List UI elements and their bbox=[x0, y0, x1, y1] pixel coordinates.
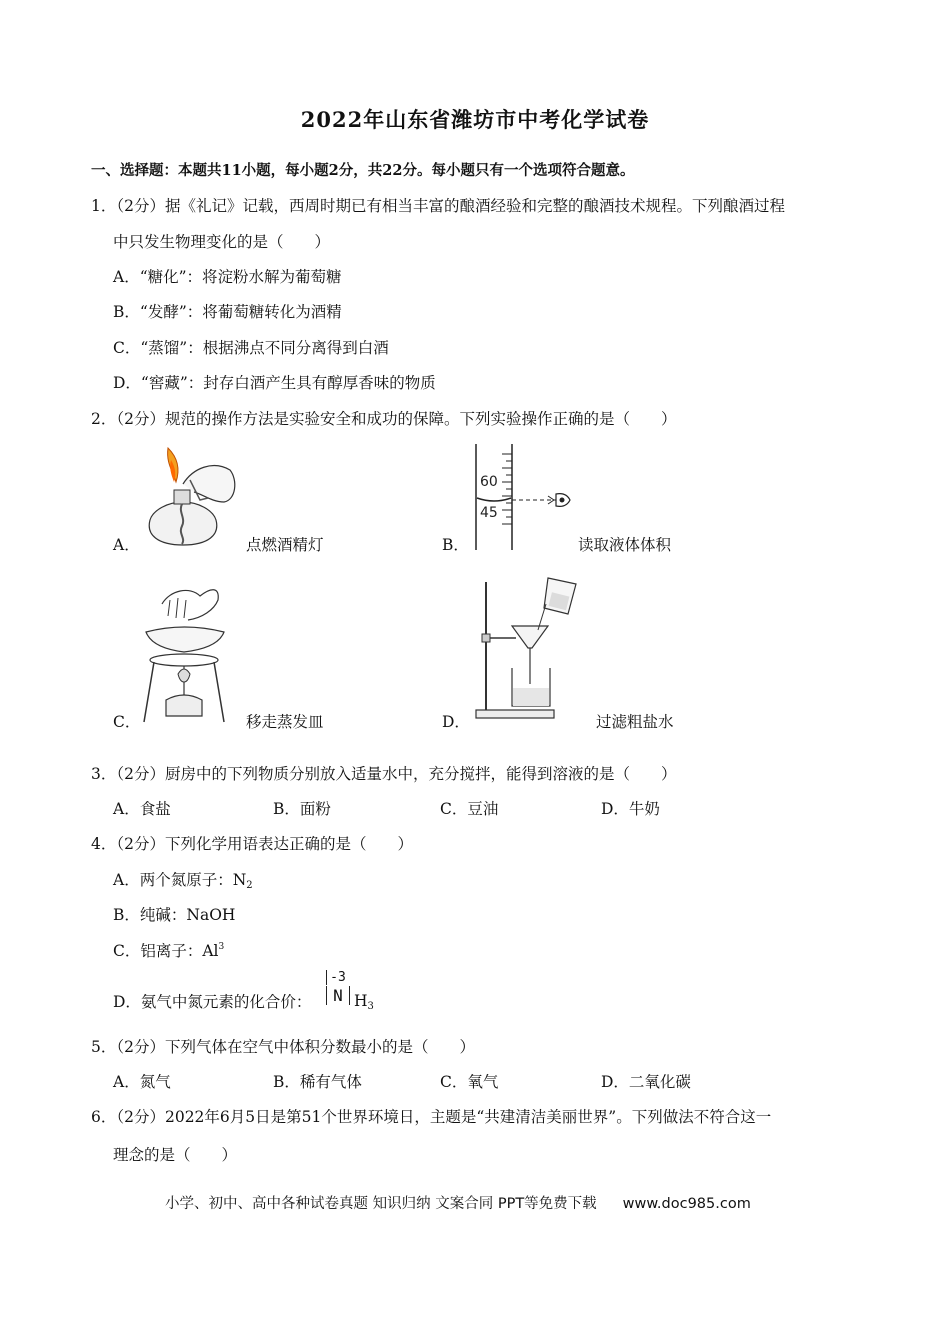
q2-option-b-caption: 读取液体体积 bbox=[578, 536, 672, 554]
valence-element: N bbox=[326, 986, 350, 1005]
q1-option-b: B．“发酵”：将葡萄糖转化为酒精 bbox=[113, 303, 342, 321]
q2-stem: 2．（2分）规范的操作方法是实验安全和成功的保障。下列实验操作正确的是（ ） bbox=[91, 410, 677, 428]
q5-option-d: D．二氧化碳 bbox=[601, 1073, 691, 1091]
q1-option-c: C．“蒸馏”：根据沸点不同分离得到白酒 bbox=[113, 339, 389, 357]
q5-stem: 5．（2分）下列气体在空气中体积分数最小的是（ ） bbox=[91, 1038, 475, 1056]
measuring-cylinder-figure bbox=[470, 444, 580, 550]
q2-option-a-caption: 点燃酒精灯 bbox=[246, 536, 324, 554]
footer-text: 小学、初中、高中各种试卷真题 知识归纳 文案合同 PPT等免费下载 bbox=[165, 1196, 597, 1212]
q6-stem-line2: 理念的是（ ） bbox=[113, 1146, 238, 1164]
q1-option-a: A．“糖化”：将淀粉水解为葡萄糖 bbox=[113, 268, 342, 286]
q4-stem: 4．（2分）下列化学用语表达正确的是（ ） bbox=[91, 835, 413, 853]
q1-stem-line2: 中只发生物理变化的是（ ） bbox=[113, 233, 331, 251]
q3-option-a: A．食盐 bbox=[113, 800, 171, 818]
q1-option-d: D．“窖藏”：封存白酒产生具有醇厚香味的物质 bbox=[113, 374, 436, 392]
q5-option-a: A．氮气 bbox=[113, 1073, 171, 1091]
q4-option-a bbox=[113, 868, 253, 891]
q1-stem-line1: 1．（2分）据《礼记》记载，西周时期已有相当丰富的酿酒经验和完整的酿酒技术规程。下列酿酒过程 bbox=[91, 197, 785, 215]
q4-option-d bbox=[113, 990, 311, 1012]
q3-option-d: D．牛奶 bbox=[601, 800, 660, 818]
q6-stem-line1: 6．（2分）2022年6月5日是第51个世界环境日，主题是“共建清洁美丽世界”。下列做法不符合这一 bbox=[91, 1108, 772, 1126]
page-title: 2022年山东省潍坊市中考化学试卷 bbox=[300, 107, 650, 132]
q2-option-c-caption: 移走蒸发皿 bbox=[246, 713, 324, 731]
q3-stem: 3．（2分）厨房中的下列物质分别放入适量水中，充分搅拌，能得到溶液的是（ ） bbox=[91, 765, 677, 783]
q4-option-c bbox=[113, 939, 224, 961]
q4-option-b: B．纯碱：NaOH bbox=[113, 906, 236, 924]
q4-option-c-text: C．铝离子：Al bbox=[113, 942, 219, 960]
filtration-figure bbox=[472, 574, 590, 720]
cylinder-label-60: 60 bbox=[480, 474, 498, 490]
q2-option-a-letter: A． bbox=[113, 536, 140, 554]
q5-option-c: C．氧气 bbox=[440, 1073, 499, 1091]
q2-option-c-letter: C． bbox=[113, 713, 141, 731]
alcohol-lamp-figure bbox=[138, 440, 243, 550]
q4-option-c-superscript: 3 bbox=[218, 942, 225, 952]
q2-option-d-letter: D． bbox=[442, 713, 470, 731]
q3-option-c: C．豆油 bbox=[440, 800, 499, 818]
valence-tail bbox=[354, 992, 374, 1012]
valence-charge: -3 bbox=[326, 970, 349, 985]
q4-option-a-subscript: 2 bbox=[246, 880, 253, 891]
evaporating-dish-figure bbox=[140, 586, 230, 726]
section-heading: 一、选择题：本题共11小题，每小题2分，共22分。每小题只有一个选项符合题意。 bbox=[91, 162, 635, 179]
q2-option-b-letter: B． bbox=[442, 536, 469, 554]
q5-option-b: B．稀有气体 bbox=[273, 1073, 362, 1091]
valence-tail-subscript: 3 bbox=[367, 1001, 374, 1012]
page-footer bbox=[165, 1192, 751, 1213]
q3-option-b: B．面粉 bbox=[273, 800, 331, 818]
q4-option-a-text: A．两个氮原子：N bbox=[113, 871, 247, 889]
cylinder-label-45: 45 bbox=[480, 505, 498, 521]
valence-tail-text: H bbox=[354, 992, 368, 1010]
q4-option-d-text: D．氨气中氮元素的化合价： bbox=[113, 993, 312, 1011]
footer-url[interactable]: www.doc985.com bbox=[622, 1196, 751, 1212]
q2-option-d-caption: 过滤粗盐水 bbox=[596, 713, 674, 731]
